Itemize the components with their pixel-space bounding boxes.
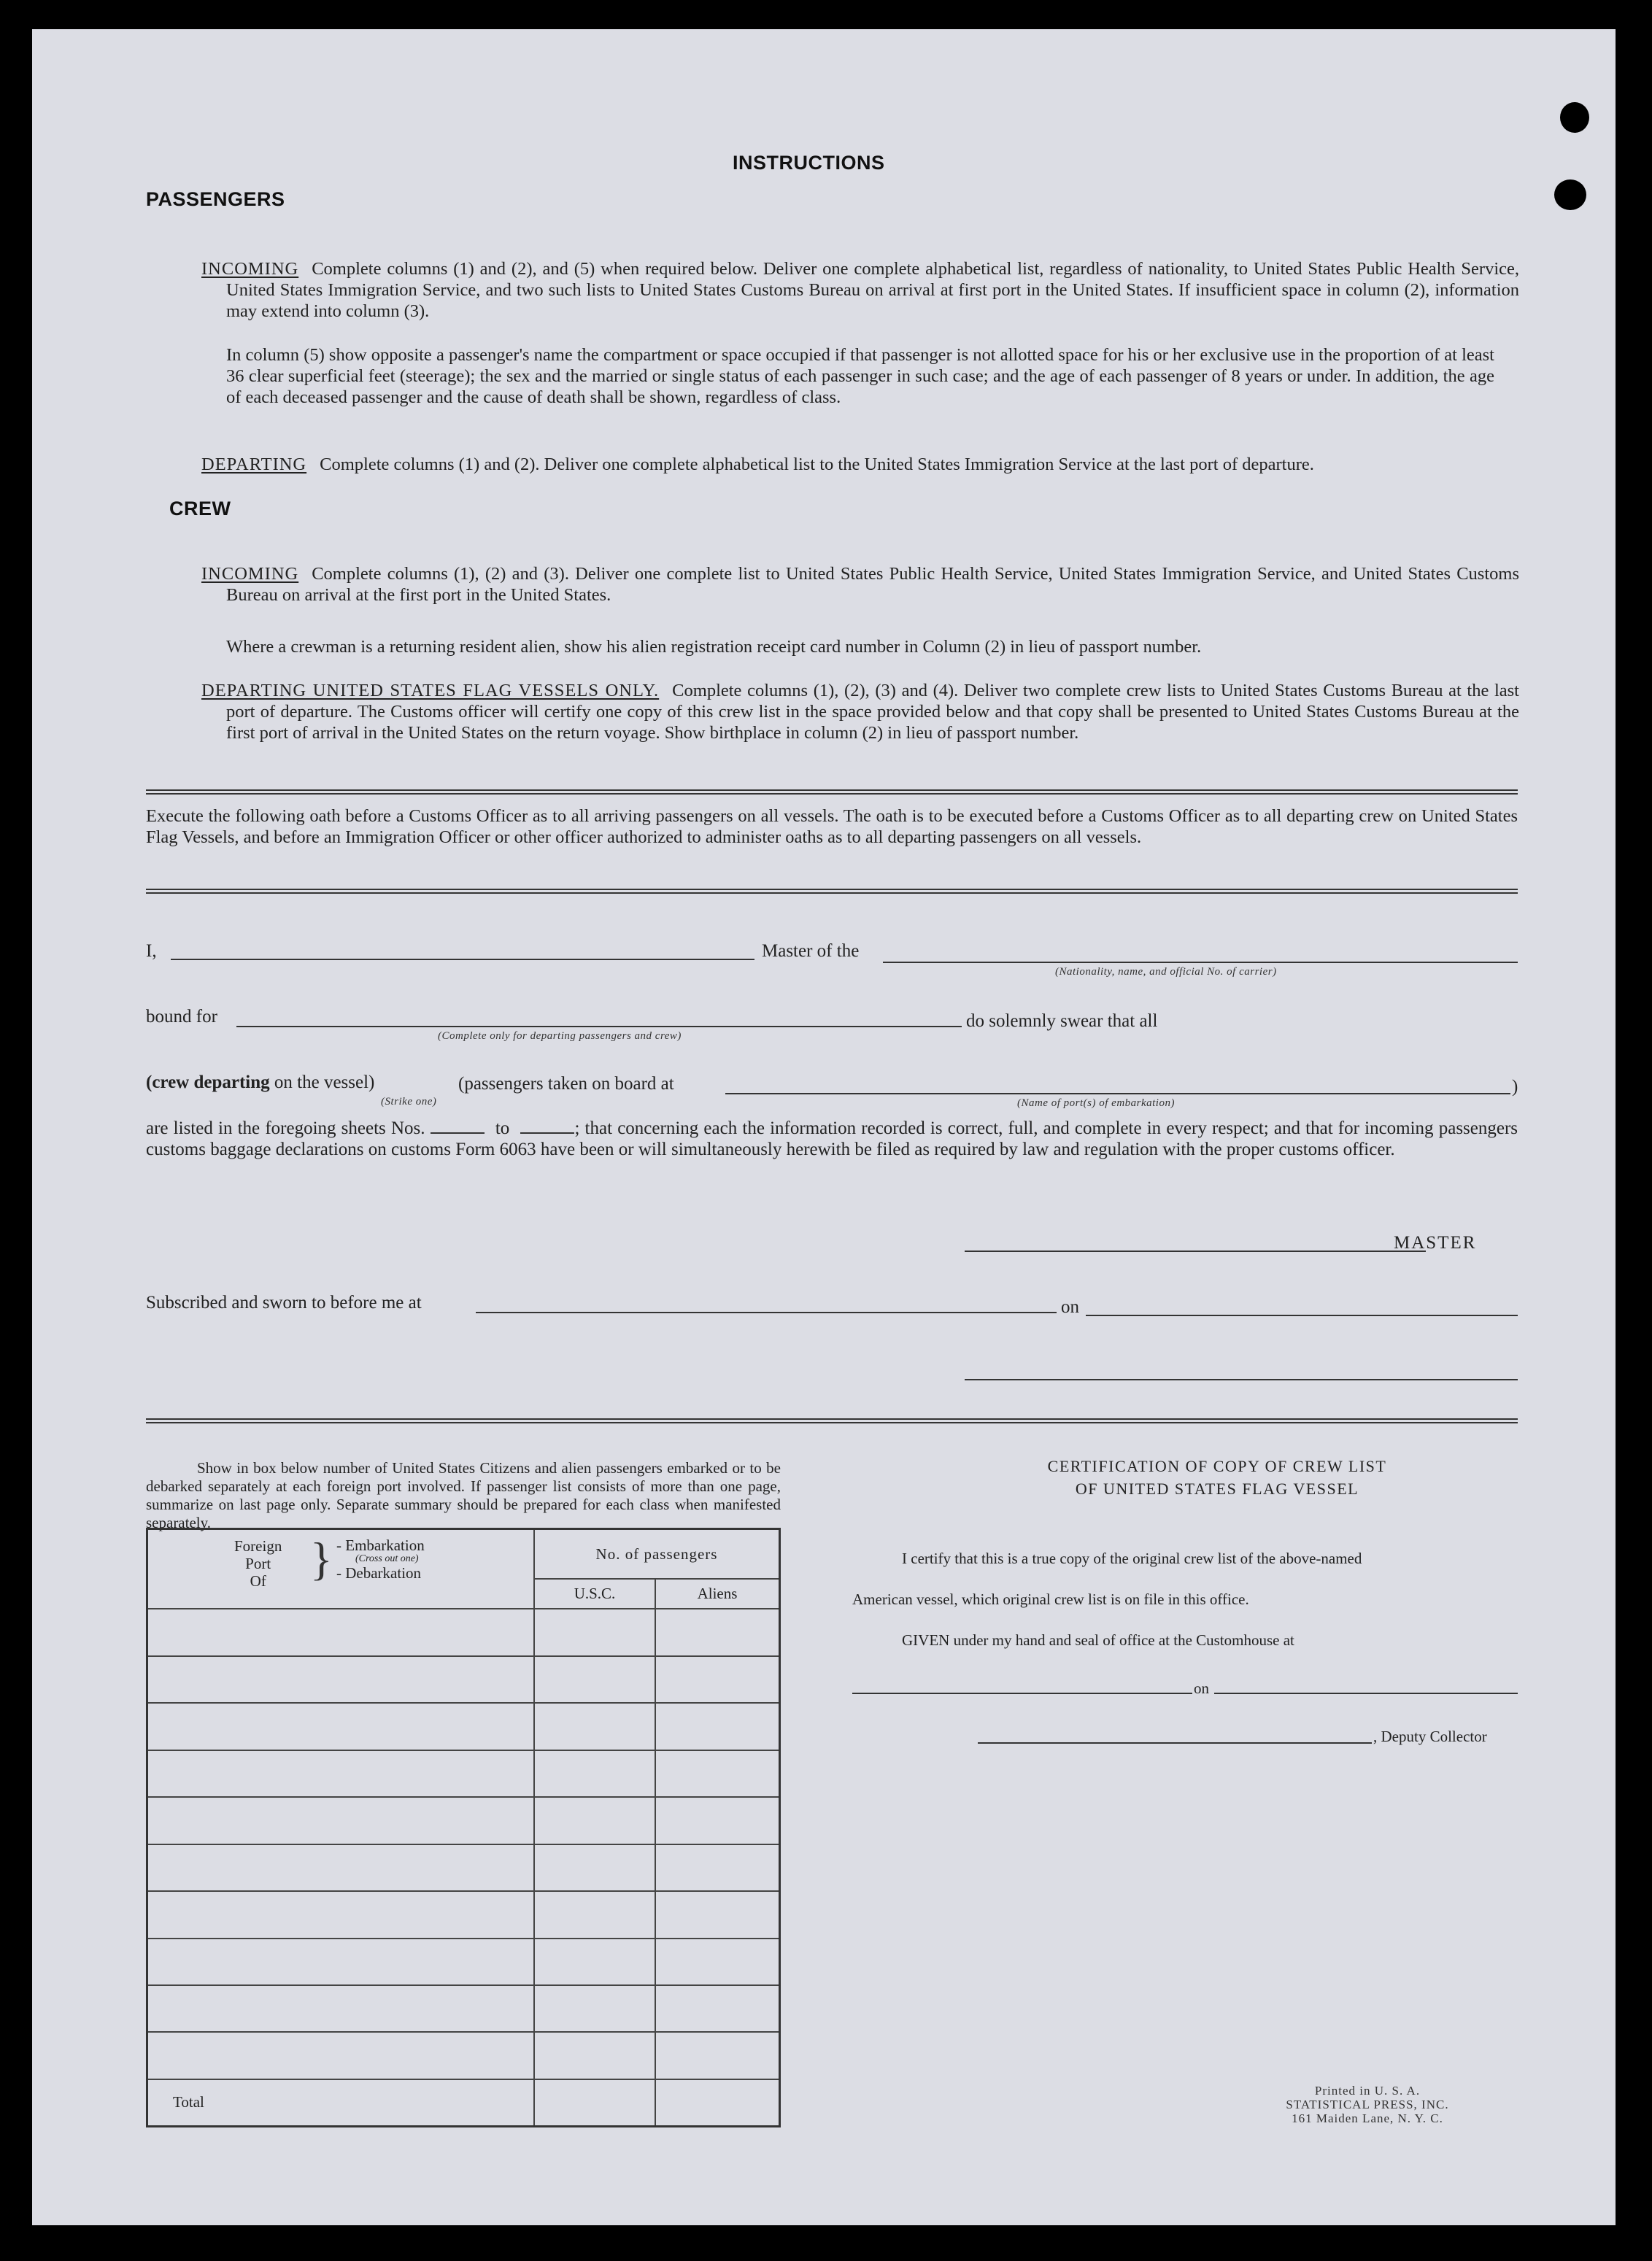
- certification-on-label: on: [1194, 1680, 1209, 1697]
- port-cell[interactable]: [147, 1609, 535, 1655]
- port-cell[interactable]: [147, 2032, 535, 2079]
- cross-out-hint: (Cross out one): [355, 1553, 419, 1564]
- crew-departing-text-option: (crew departing: [146, 1072, 270, 1092]
- certification-line2: American vessel, which original crew list is on file in this office.: [852, 1591, 1249, 1608]
- passengers-departing-paragraph: [201, 454, 1519, 475]
- crew-departing-option[interactable]: [146, 1072, 374, 1093]
- aliens-cell[interactable]: [655, 1985, 780, 2032]
- crew-departing-label: DEPARTING UNITED STATES FLAG VESSELS ONLY.: [201, 681, 660, 700]
- column5-paragraph: In column (5) show opposite a passenger's name the compartment or space occupied if that passenger is not allotted space for his or her exclusive use in the proportion of at least 36 clear superficial feet (steerage); the sex and the married or single status of each passenger in such case; and the age of each passenger of 8 years or under. In addition, the age of each deceased passenger and the cause of death shall be shown, regardless of class.: [226, 345, 1494, 407]
- usc-cell[interactable]: [534, 1656, 655, 1703]
- carrier-hint: (Nationality, name, and official No. of carrier): [1055, 966, 1277, 978]
- certification-title-line2: OF UNITED STATES FLAG VESSEL: [1075, 1480, 1359, 1498]
- total-label: Total: [173, 2093, 204, 2111]
- aliens-header: Aliens: [655, 1579, 780, 1609]
- bound-for-hint: (Complete only for departing passengers and crew): [438, 1030, 682, 1042]
- subscribed-label: Subscribed and sworn to before me at: [146, 1293, 422, 1313]
- swear-label: do solemnly swear that all: [966, 1011, 1158, 1031]
- total-aliens-cell[interactable]: [655, 2079, 780, 2127]
- subscribed-date-field[interactable]: [1086, 1315, 1518, 1316]
- passengers-heading: PASSENGERS: [146, 188, 285, 210]
- customhouse-field[interactable]: [852, 1693, 1192, 1694]
- total-label-cell: [147, 2079, 535, 2127]
- divider-1: [146, 789, 1518, 795]
- subscribed-place-field[interactable]: [476, 1312, 1057, 1313]
- sheets-to-field[interactable]: [520, 1119, 574, 1134]
- deputy-collector-label: , Deputy Collector: [1373, 1728, 1487, 1745]
- divider-2: [146, 889, 1518, 894]
- passenger-summary-table: [146, 1528, 781, 2127]
- bound-for-label: bound for: [146, 1007, 217, 1027]
- port-cell[interactable]: [147, 1703, 535, 1750]
- printer-imprint: [1258, 2084, 1477, 2125]
- usc-cell[interactable]: [534, 1985, 655, 2032]
- usc-cell[interactable]: [534, 1844, 655, 1891]
- port-cell[interactable]: [147, 1985, 535, 2032]
- aliens-cell[interactable]: [655, 1891, 780, 1938]
- port-cell[interactable]: [147, 1939, 535, 1985]
- port-label: Port: [245, 1555, 271, 1572]
- ports-hint: (Name of port(s) of embarkation): [1017, 1097, 1175, 1109]
- aliens-cell[interactable]: [655, 1609, 780, 1655]
- printer-line1: Printed in U. S. A.: [1314, 2084, 1421, 2098]
- oath-intro: Execute the following oath before a Customs Officer as to all arriving passengers on all vessels. The oath is to be executed before a Customs Officer as to all departing crew on United States Flag Vessels, and before an Immigration Officer or other officer authorized to administer oaths as to all departing passengers on all vessels.: [146, 806, 1518, 847]
- master-signature-field[interactable]: [965, 1251, 1426, 1252]
- of-label: Of: [250, 1572, 266, 1590]
- sheets-paragraph: [146, 1118, 1518, 1160]
- close-paren: ): [1512, 1077, 1518, 1097]
- oath-i-label: I,: [146, 941, 157, 961]
- passengers-taken-label[interactable]: (passengers taken on board at: [458, 1074, 674, 1094]
- usc-header: U.S.C.: [534, 1579, 655, 1609]
- passengers-departing-text: Complete columns (1) and (2). Deliver one complete alphabetical list to the United States Immigration Service at the last port of departure.: [320, 455, 1314, 474]
- on-vessel-text: on the vessel): [274, 1072, 375, 1092]
- master-of-label: Master of the: [762, 941, 860, 961]
- officer-signature-field[interactable]: [965, 1379, 1518, 1380]
- port-cell[interactable]: [147, 1891, 535, 1938]
- embarkation-ports-field[interactable]: [725, 1093, 1510, 1094]
- crew-heading: CREW: [169, 498, 231, 519]
- deputy-collector-signature-field[interactable]: [978, 1742, 1372, 1744]
- crew-incoming-label: INCOMING: [201, 564, 299, 584]
- master-name-field[interactable]: [171, 959, 754, 960]
- aliens-cell[interactable]: [655, 1656, 780, 1703]
- divider-3: [146, 1418, 1518, 1423]
- aliens-cell[interactable]: [655, 2032, 780, 2079]
- punch-hole-bottom: [1554, 179, 1586, 210]
- sheets-to-label: to: [495, 1118, 510, 1138]
- certification-line3: GIVEN under my hand and seal of office at the Customhouse at: [902, 1631, 1294, 1649]
- aliens-cell[interactable]: [655, 1797, 780, 1844]
- printer-line3: 161 Maiden Lane, N. Y. C.: [1292, 2111, 1443, 2125]
- port-cell[interactable]: [147, 1750, 535, 1797]
- aliens-cell[interactable]: [655, 1939, 780, 1985]
- certification-date-field[interactable]: [1214, 1693, 1518, 1694]
- carrier-field[interactable]: [883, 962, 1518, 963]
- printer-line2: STATISTICAL PRESS, INC.: [1286, 2098, 1449, 2111]
- certification-title: [925, 1455, 1509, 1500]
- subscribed-on-label: on: [1061, 1297, 1079, 1317]
- crew-departing-paragraph: [201, 680, 1519, 743]
- sheets-from-field[interactable]: [431, 1119, 485, 1134]
- bound-for-field[interactable]: [236, 1026, 962, 1027]
- port-cell[interactable]: [147, 1797, 535, 1844]
- debarkation-option[interactable]: - Debarkation: [336, 1564, 422, 1582]
- certification-title-line1: CERTIFICATION OF COPY OF CREW LIST: [1047, 1457, 1387, 1475]
- sheets-text-b: ; that concerning each the information recorded is correct, full, and complete in every respect; and that for incoming passengers customs baggage declarations on customs Form 6063 have been or will simultaneously herewith be filed as required by law and regulation with the proper customs officer.: [146, 1118, 1518, 1159]
- foreign-label: Foreign: [234, 1537, 282, 1555]
- crew-departing-text: Complete columns (1), (2), (3) and (4). Deliver two complete crew lists to United States Customs Bureau at the last port of departure. The Customs officer will certify one copy of this crew list in the space provided below and that copy shall be presented to United States Customs Bureau at the first port of arrival in the United States on the return voyage. Show birthplace in column (2) in lieu of passport number.: [226, 681, 1519, 743]
- aliens-cell[interactable]: [655, 1703, 780, 1750]
- passengers-incoming-label: INCOMING: [201, 259, 299, 279]
- aliens-cell[interactable]: [655, 1844, 780, 1891]
- port-header-cell: [147, 1529, 535, 1609]
- port-cell[interactable]: [147, 1656, 535, 1703]
- usc-cell[interactable]: [534, 1939, 655, 1985]
- passengers-incoming-paragraph: [201, 258, 1519, 322]
- resident-alien-paragraph: Where a crewman is a returning resident alien, show his alien registration receipt card number in Column (2) in lieu of passport number.: [226, 637, 1202, 657]
- usc-cell[interactable]: [534, 1703, 655, 1750]
- usc-cell[interactable]: [534, 1750, 655, 1797]
- aliens-cell[interactable]: [655, 1750, 780, 1797]
- page-title: INSTRUCTIONS: [733, 152, 885, 174]
- total-usc-cell[interactable]: [534, 2079, 655, 2127]
- embarkation-option[interactable]: - Embarkation: [336, 1537, 425, 1554]
- usc-cell[interactable]: [534, 1797, 655, 1844]
- master-signature-label: MASTER: [1394, 1233, 1477, 1253]
- certification-line1: I certify that this is a true copy of the original crew list of the above-named: [902, 1550, 1362, 1567]
- brace-glyph: }: [310, 1533, 333, 1585]
- summary-note: Show in box below number of United States Citizens and alien passengers embarked or to be debarked separately at each foreign port involved. If passenger list consists of more than one page, summarize on last page only. Separate summary should be prepared for each class when manifested separately.: [146, 1459, 781, 1531]
- sheets-text-a: are listed in the foregoing sheets Nos.: [146, 1118, 425, 1138]
- port-cell[interactable]: [147, 1844, 535, 1891]
- usc-cell[interactable]: [534, 1609, 655, 1655]
- no-passengers-header: No. of passengers: [534, 1529, 780, 1580]
- passengers-departing-label: DEPARTING: [201, 455, 307, 474]
- usc-cell[interactable]: [534, 1891, 655, 1938]
- crew-incoming-text: Complete columns (1), (2) and (3). Deliver one complete list to United States Public Health Service, United States Immigration Service, and United States Customs Bureau on arrival at the first port in the United States.: [226, 564, 1519, 605]
- passengers-incoming-text: Complete columns (1) and (2), and (5) when required below. Deliver one complete alphabetical list, regardless of nationality, to United States Public Health Service, United States Immigration Service, and two such lists to United States Customs Bureau on arrival at first port in the United States. If insufficient space in column (2), information may extend into column (3).: [226, 259, 1519, 321]
- usc-cell[interactable]: [534, 2032, 655, 2079]
- crew-incoming-paragraph: [201, 563, 1519, 606]
- strike-one-hint: (Strike one): [381, 1096, 437, 1108]
- punch-hole-top: [1560, 102, 1589, 133]
- form-page: [32, 29, 1616, 2225]
